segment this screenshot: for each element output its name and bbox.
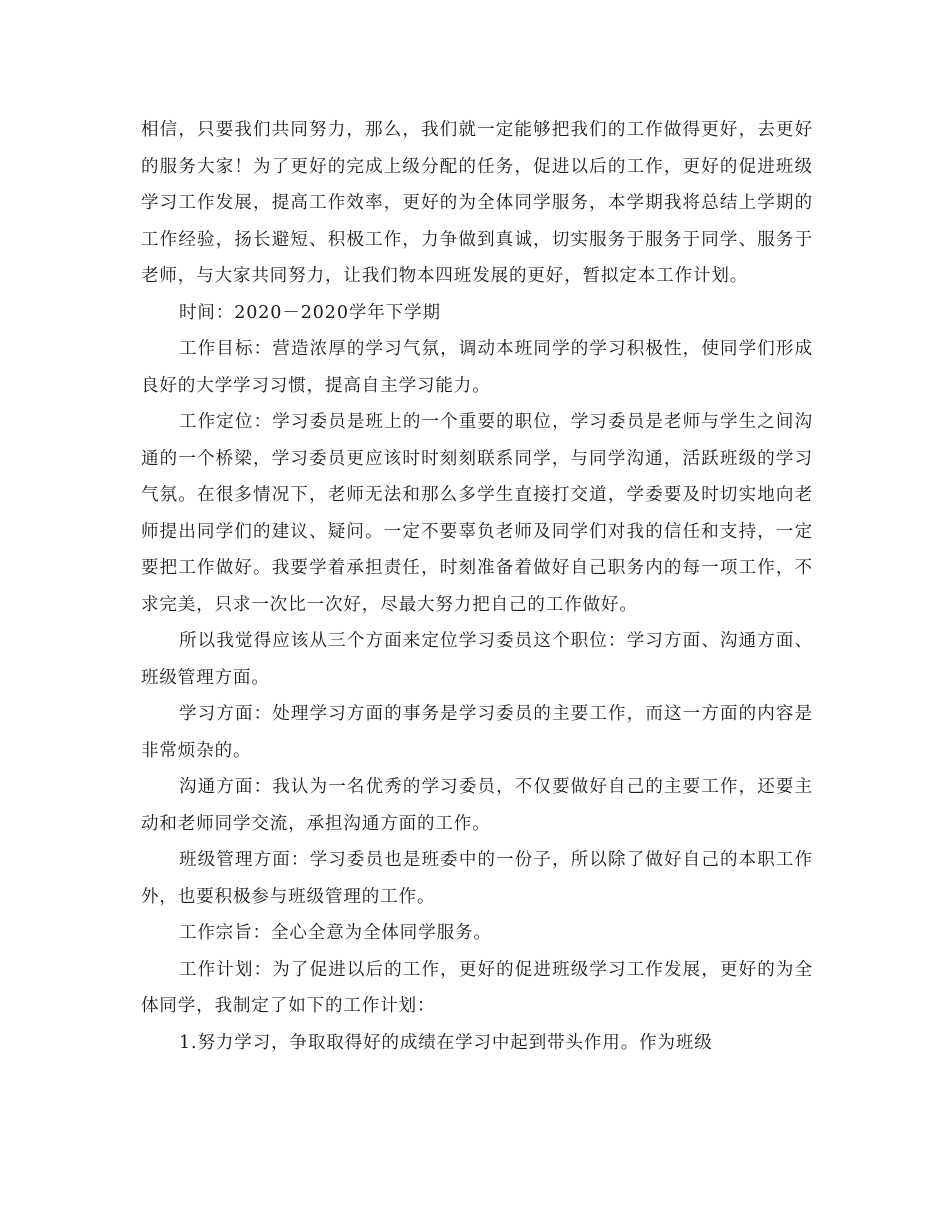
paragraph-study-aspect: 学习方面：处理学习方面的事务是学习委员的主要工作，而这一方面的内容是非常烦杂的。 bbox=[141, 704, 813, 761]
paragraph-communication-aspect: 沟通方面：我认为一名优秀的学习委员，不仅要做好自己的主要工作，还要主动和老师同学交流，承担沟通方面的工作。 bbox=[141, 777, 813, 834]
paragraph-intro: 相信，只要我们共同努力，那么，我们就一定能够把我们的工作做得更好，去更好的服务大家！为了更好的完成上级分配的任务，促进以后的工作，更好的促进班级学习工作发展，提高工作效率，更好的为全体同学服务，本学期我将总结上学期的工作经验，扬长避短、积极工作，力争做到真诚，切实服务于服务于同学、服务于老师，与大家共同努力，让我们物本四班发展的更好，暂拟定本工作计划。 bbox=[141, 120, 813, 286]
paragraph-plan: 工作计划：为了促进以后的工作，更好的促进班级学习工作发展，更好的为全体同学，我制定了如下的工作计划： bbox=[141, 959, 813, 1016]
paragraph-time: 时间：2020－2020学年下学期 bbox=[179, 302, 441, 323]
paragraph-positioning: 工作定位：学习委员是班上的一个重要的职位，学习委员是老师与学生之间沟通的一个桥梁，学习委员更应该时时刻刻联系同学，与同学沟通，活跃班级的学习气氛。在很多情况下，老师无法和那么多学生直接打交道，学委要及时切实地向老师提出同学们的建议、疑问。一定不要辜负老师及同学们对我的信任和支持，一定要把工作做好。我要学着承担责任，时刻准备着做好自己职务内的每一项工作，不求完美，只求一次比一次好，尽最大努力把自己的工作做好。 bbox=[141, 412, 813, 615]
paragraph-three-aspects: 所以我觉得应该从三个方面来定位学习委员这个职位：学习方面、沟通方面、班级管理方面。 bbox=[141, 631, 813, 688]
paragraph-goal: 工作目标：营造浓厚的学习气氛，调动本班同学的学习积极性，使同学们形成良好的大学学习习惯，提高自主学习能力。 bbox=[141, 339, 813, 396]
paragraph-plan-item-1: 1.努力学习，争取取得好的成绩在学习中起到带头作用。作为班级 bbox=[179, 1032, 713, 1053]
paragraph-purpose: 工作宗旨：全心全意为全体同学服务。 bbox=[179, 923, 492, 943]
document-body bbox=[141, 112, 813, 1061]
paragraph-management-aspect: 班级管理方面：学习委员也是班委中的一份子，所以除了做好自己的本职工作外，也要积极参与班级管理的工作。 bbox=[141, 850, 813, 907]
